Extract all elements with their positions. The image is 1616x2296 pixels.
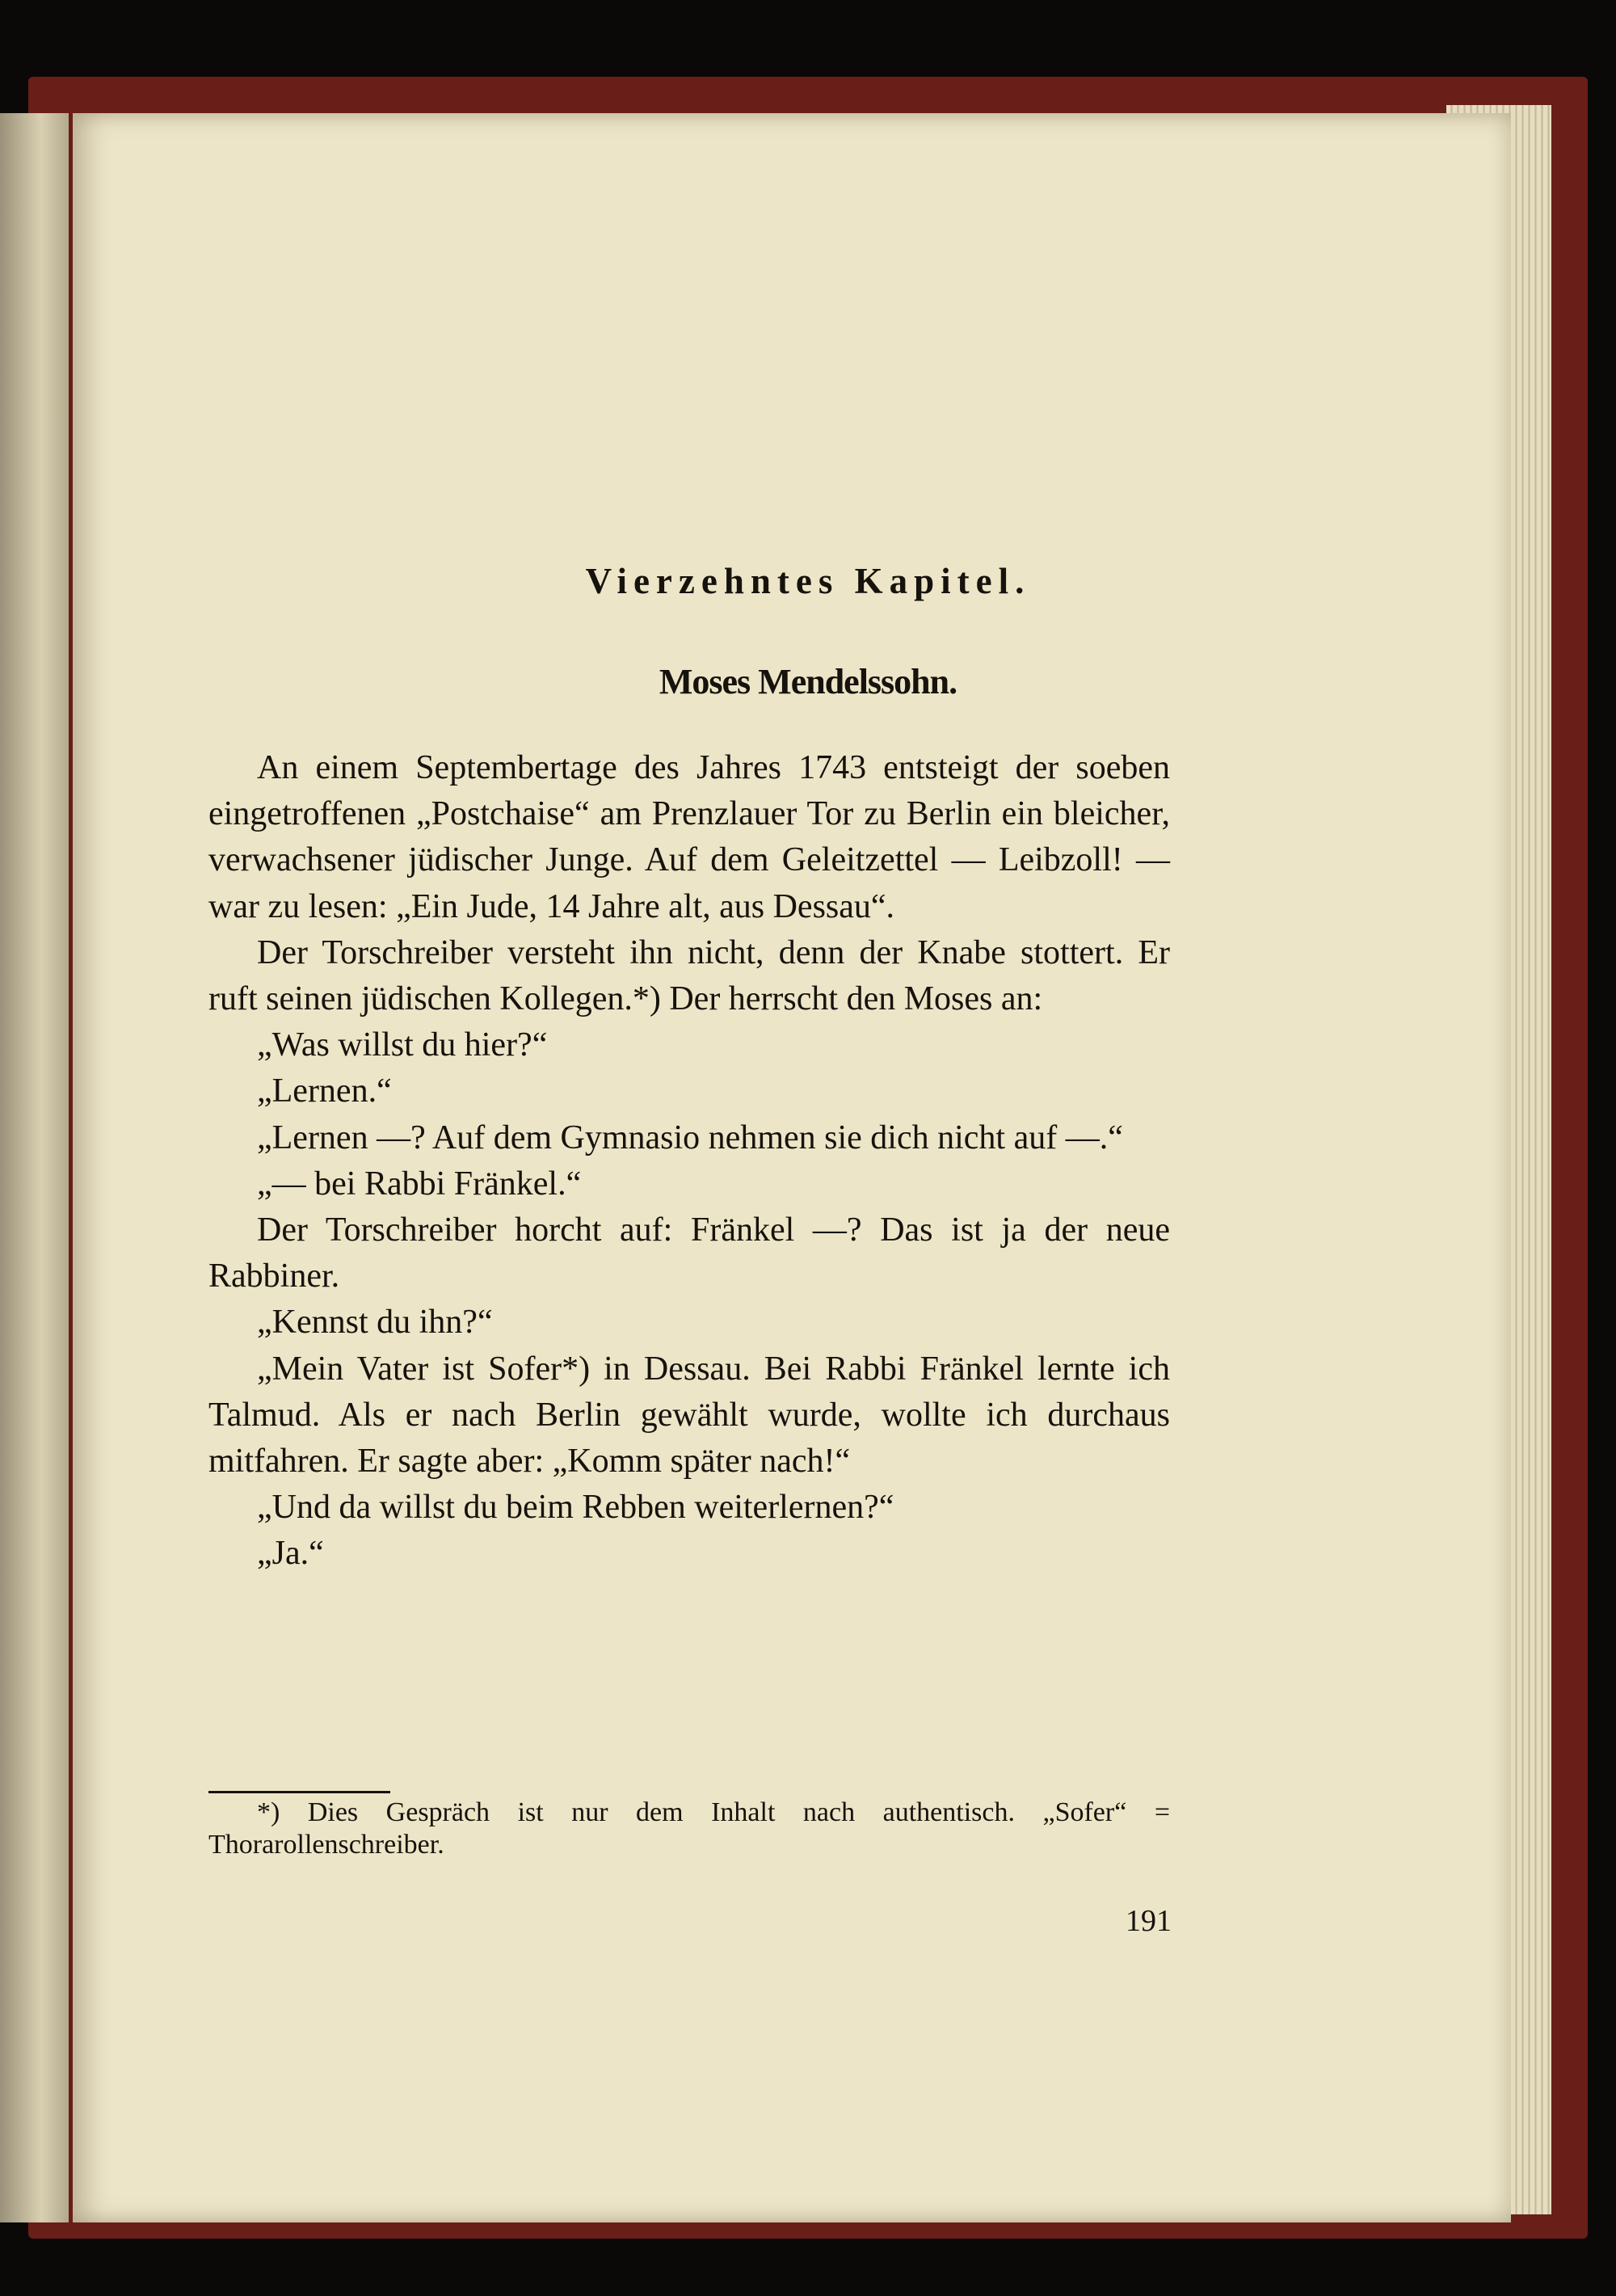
paragraph: Der Torschreiber versteht ihn nicht, denn der Knabe stottert. Er ruft seinen jüdischen Kollegen.*) Der herrscht den Moses an: — [208, 933, 1170, 1018]
paragraph: Der Torschreiber horcht auf: Fränkel —? Das ist ja der neue Rabbiner. — [208, 1211, 1170, 1295]
chapter-title: Moses Mendelssohn. — [659, 662, 957, 701]
paragraph: „Was willst du hier?“ — [257, 1026, 548, 1064]
paragraph: „Lernen.“ — [257, 1072, 392, 1110]
footnote-rule — [208, 1791, 390, 1793]
footnote: *) Dies Gespräch ist nur dem Inhalt nach authentisch. „Sofer“ = Thorarollenschreiber. — [208, 1797, 1170, 1860]
page-number: 191 — [1126, 1904, 1172, 1938]
paragraph: „Lernen —? Auf dem Gymnasio nehmen sie dich nicht auf —.“ — [257, 1119, 1123, 1156]
paragraph: „Und da willst du beim Rebben weiterlernen?“ — [257, 1489, 894, 1527]
paragraph: „Ja.“ — [257, 1535, 324, 1573]
paragraph: „Kennst du ihn?“ — [257, 1304, 493, 1342]
chapter-heading: Vierzehntes Kapitel. — [585, 561, 1031, 601]
paragraph: „— bei Rabbi Fränkel.“ — [257, 1165, 582, 1203]
paragraph: An einem Septembertage des Jahres 1743 entsteigt der soeben eingetroffenen „Postchaise“ am Prenzlauer Tor zu Berlin ein bleicher, verwachsener jüdischer Junge. Auf dem Geleitzettel — Leibzoll! — war zu lesen: „Ein Jude, 14 Jahre alt, aus Dessau“. — [208, 749, 1170, 925]
body-text — [208, 745, 1170, 1578]
paragraph: „Mein Vater ist Sofer*) in Dessau. Bei Rabbi Fränkel lernte ich Talmud. Als er nach Berlin gewählt wurde, wollte ich durchaus mitfahren. Er sagte aber: „Komm später nach!“ — [208, 1350, 1170, 1481]
left-page-edge — [0, 113, 69, 2222]
